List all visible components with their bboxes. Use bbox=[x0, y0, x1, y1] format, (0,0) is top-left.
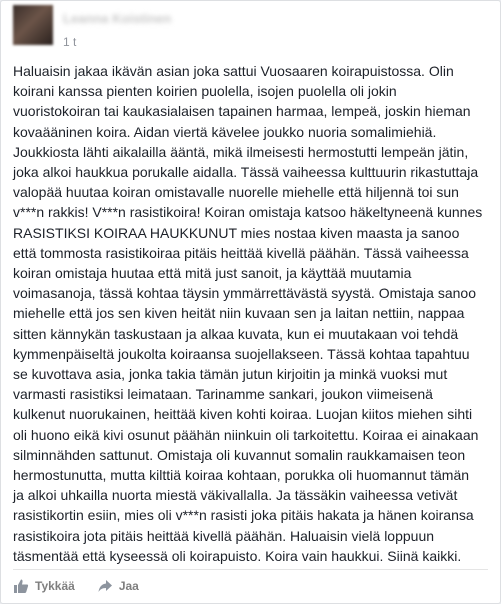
post-body: Haluaisin jakaa ikävän asian joka sattui Vuosaaren koirapuistossa. Olin koirani kanssa pienten koirien puolella, isojen puolella oli jokin vuoristokoiran tai kaukasialaisen tapainen harmaa, lempeä, joskin hieman kovaääninen koira. Aidan viertä kävelee joukko nuoria somalimiehiä. Joukkiosta lähti aikalailla ääntä, mikä ilmeisesti hermostutti lempeän jätin, joka alkoi haukkua porukalle aidalla. Tässä vaiheessa kulttuurin rikastuttaja valopää huutaa koiran omistavalle nuorelle miehelle että hiljennä toi sun v***n rakkis! V***n rasistikoira! Koiran omistaja katsoo häkeltyneenä kunnes RASISTIKSI KOIRAA HAUKKUNUT mies nostaa kiven maasta ja sanoo että tommosta rasistikoiraa pitäis heittää kivellä päähän. Tässä vaiheessa koiran omistaja huutaa että mitä just sanoit, ja käyttää muutamia voimasanoja, tässä kohtaa täysin ymmärrettävästä syystä. Omistaja sanoo miehelle että jos sen kiven heität niin kuvaan sen ja laitan nettiin, nappaa sitten kännykän taskustaan ja alkaa kuvata, kun ei muutakaan voi tehdä kymmenpäiseltä joukolta koiraansa suojellakseen. Tässä kohtaa tapahtuu se kuvottava asia, jonka takia tämän jutun kirjoitin ja minkä vuoksi mut varmasti rasistiksi leimataan. Tarinamme sankari, joukon viimeisenä kulkenut nuorukainen, heittää kiven kohti koiraa. Luojan kiitos miehen sihti oli huono eikä kivi osunut päähän niinkuin oli tarkoitettu. Koiraa ei ainakaan silminnähden sattunut. Omistaja oli kuvannut somalin raukkamaisen teon hermostunutta, mutta kilttiä koiraa kohtaan, porukka oli huomannut tämän ja alkoi uhkailla nuorta miestä väkivallalla. Ja tässäkin vaiheessa vetivät rasistikortin esiin, mies oli v***n rasisti joka pitäis hakata ja hänen koiransa rasistikoira jota pitäis heittää kivellä päähän. Haluaisin vielä loppuun täsmentää että kyseessä oli koirapuisto. Koira vain haukkui. Siinä kaikki. bbox=[13, 63, 483, 564]
author-name[interactable]: Leanna Koistinen bbox=[63, 11, 172, 26]
thumbs-up-icon bbox=[13, 578, 29, 594]
avatar[interactable] bbox=[13, 5, 53, 45]
like-label: Tykkää bbox=[35, 579, 75, 593]
post-timestamp[interactable]: 1 t bbox=[63, 35, 77, 49]
share-arrow-icon bbox=[97, 578, 113, 594]
share-button[interactable] bbox=[97, 575, 139, 597]
divider bbox=[13, 569, 488, 570]
post-header bbox=[13, 5, 473, 51]
share-label: Jaa bbox=[118, 579, 139, 593]
post-actions bbox=[13, 575, 139, 597]
like-button[interactable] bbox=[13, 575, 75, 597]
